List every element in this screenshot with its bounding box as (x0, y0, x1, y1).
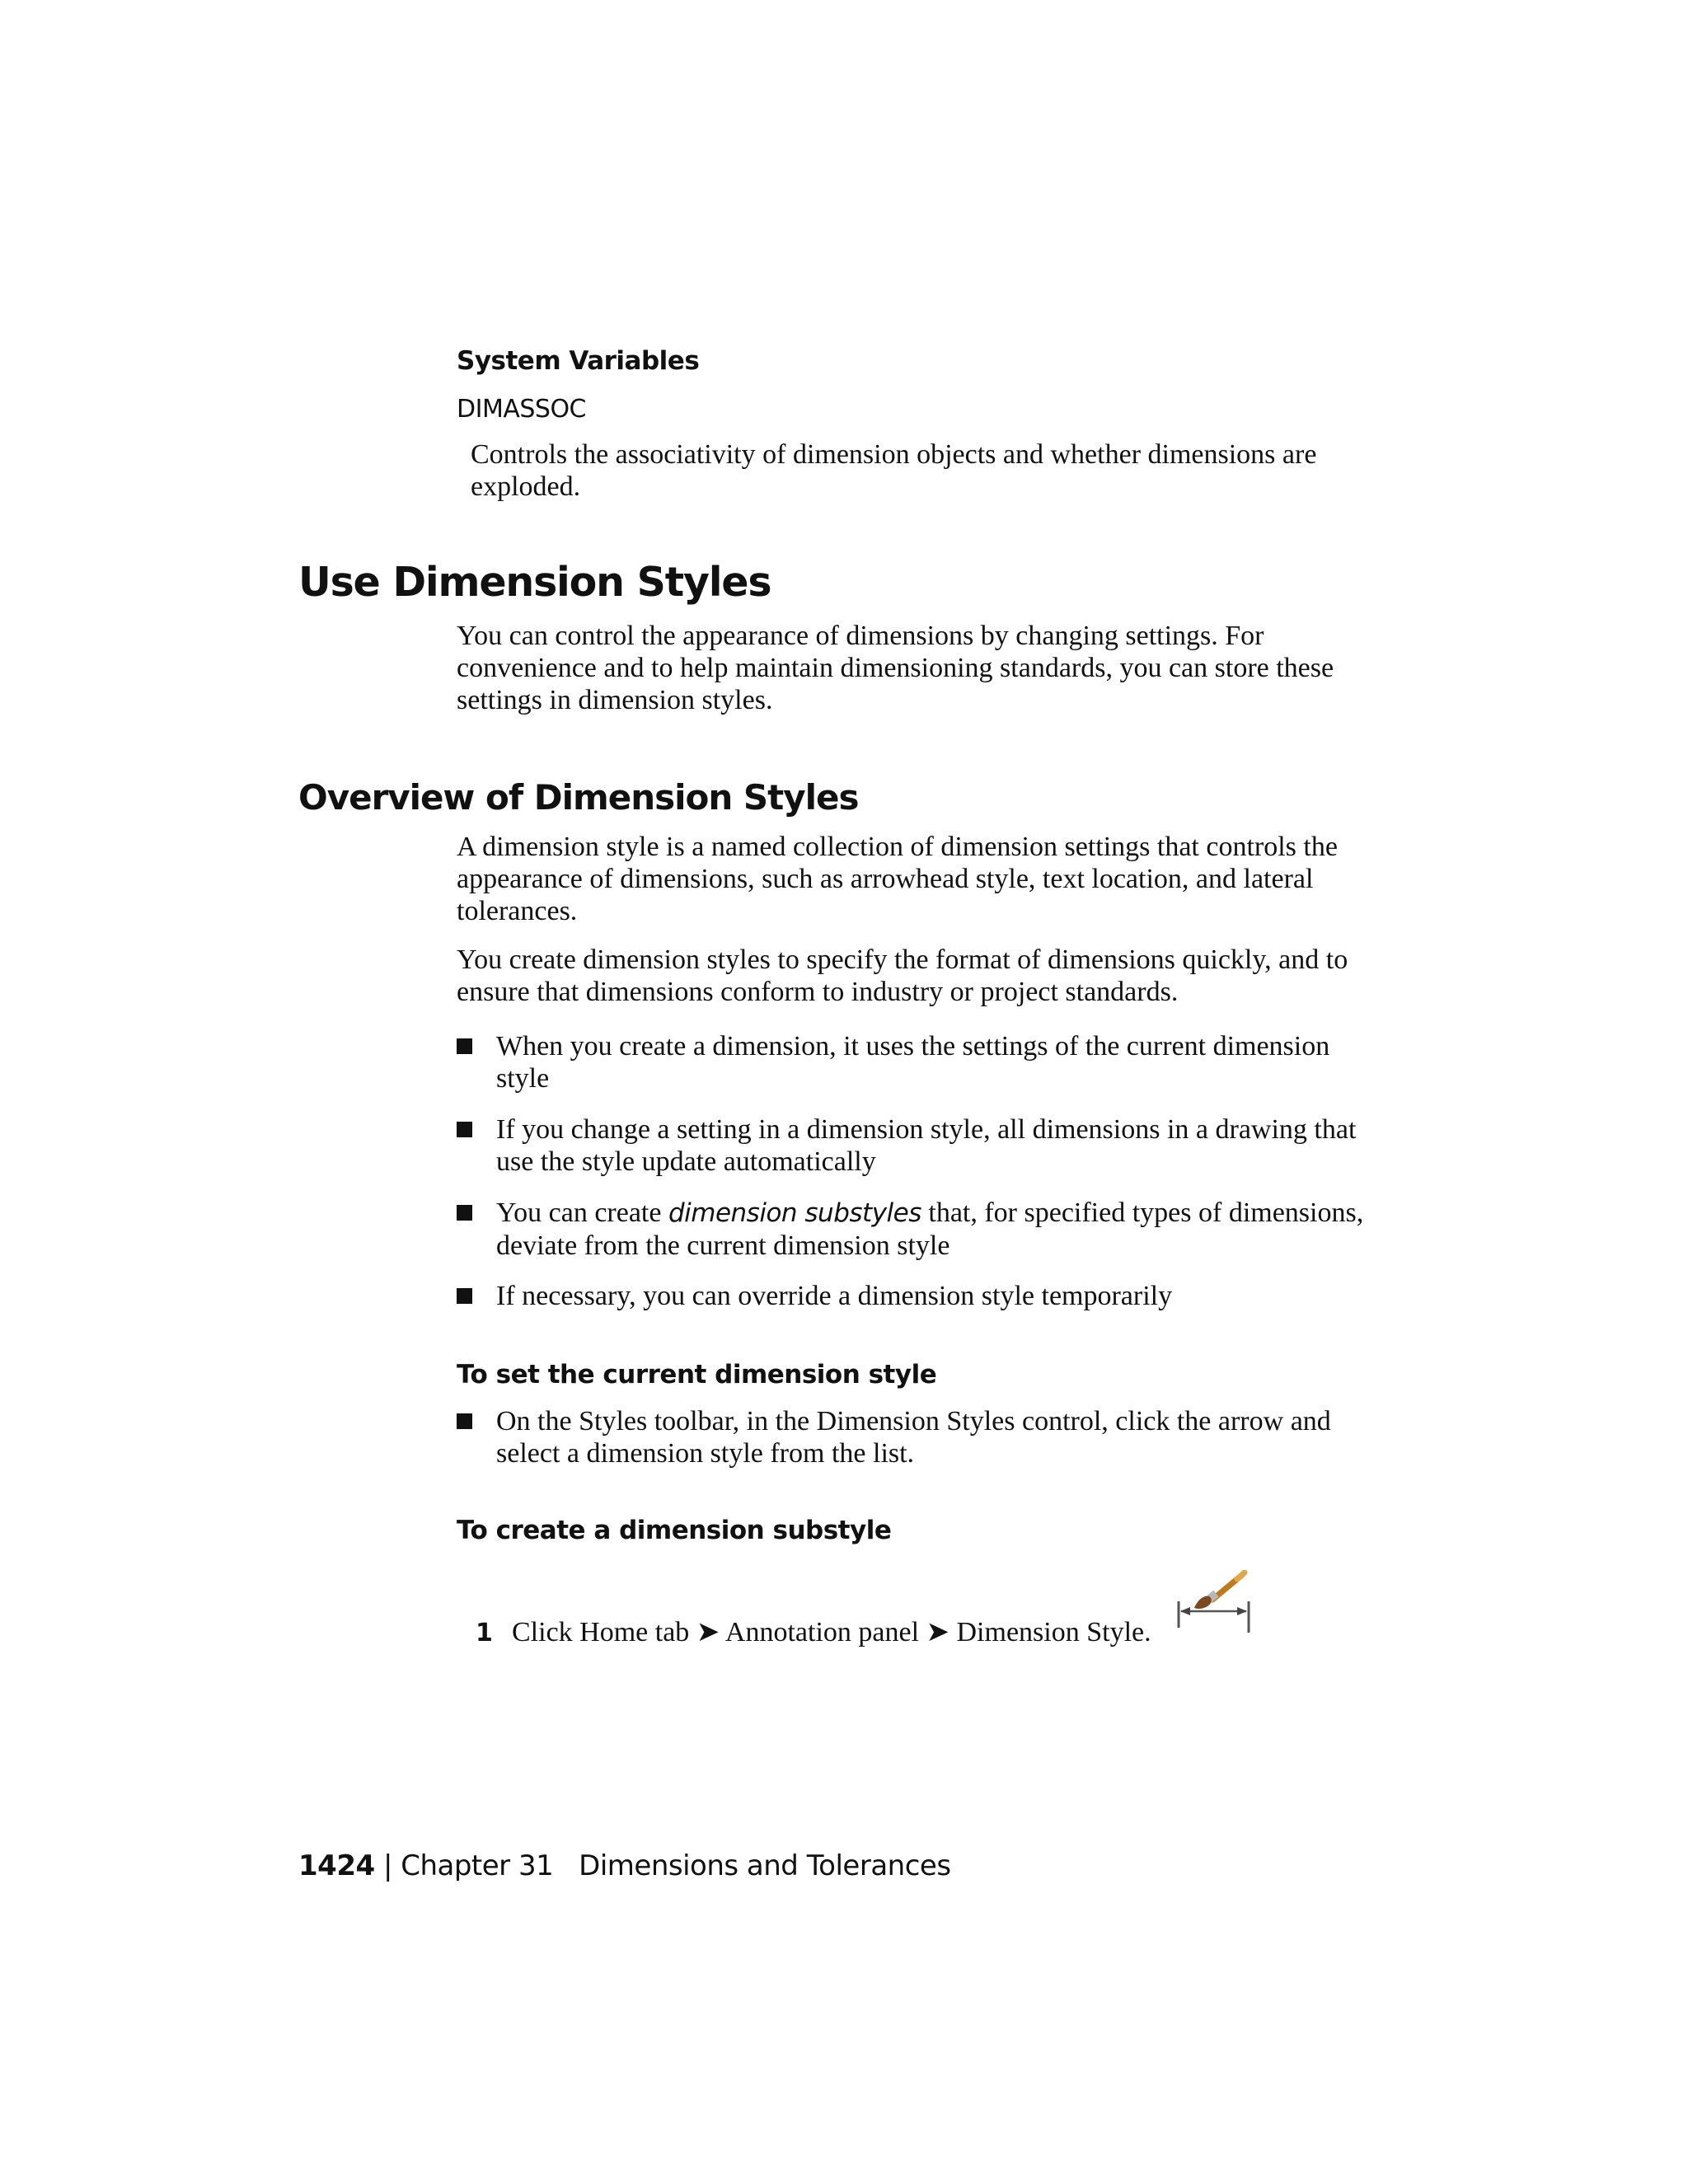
bullet-square-icon (457, 1288, 472, 1304)
system-variable-description: Controls the associativity of dimension objects and whether dimensions are exploded. (471, 439, 1317, 502)
bullet-square-icon (457, 1413, 472, 1429)
list-item-text-prefix: You can create (496, 1197, 668, 1228)
list-item-text: When you create a dimension, it uses the settings of the current dimension style (496, 1031, 1330, 1094)
footer-chapter: Chapter 31 (401, 1849, 554, 1882)
list-item-text-suffix: that, for specified types of dimensions, deviate from the current dimension style (496, 1197, 1364, 1261)
page-number: 1424 (298, 1849, 375, 1882)
system-variable-name: DIMASSOC (457, 395, 587, 424)
section-title-overview: Overview of Dimension Styles (298, 777, 859, 818)
dimension-style-icon (1176, 1570, 1252, 1638)
list-item-text: If you change a setting in a dimension style, all dimensions in a drawing that use the style update automatically (496, 1114, 1357, 1177)
footer-separator: | (374, 1849, 401, 1882)
procedure-step-text: On the Styles toolbar, in the Dimension Styles control, click the arrow and select a dimension style from the list. (496, 1406, 1331, 1469)
step-number: 1 (476, 1619, 493, 1647)
list-item (457, 1405, 1372, 1469)
list-item (457, 1030, 1372, 1094)
list-item-text: If necessary, you can override a dimension style temporarily (496, 1281, 1173, 1311)
overview-paragraph-1: A dimension style is a named collection of dimension settings that controls the appearance of dimensions, such as arrowhead style, text location, and lateral tolerances. (457, 832, 1338, 926)
list-item (457, 1113, 1372, 1178)
bullet-square-icon (457, 1205, 472, 1221)
step-text: Click Home tab ➤ Annotation panel ➤ Dimension Style. (512, 1617, 1151, 1647)
procedure-step (476, 1616, 1151, 1649)
list-item (457, 1280, 1372, 1312)
system-variables-heading: System Variables (457, 346, 700, 376)
bullet-square-icon (457, 1038, 472, 1054)
procedure-heading-set-current: To set the current dimension style (457, 1360, 937, 1390)
footer-spacer (553, 1849, 579, 1882)
list-item-text (496, 1197, 1372, 1262)
overview-paragraph-2: You create dimension styles to specify the format of dimensions quickly, and to ensure that dimensions conform to industry or project standards. (457, 944, 1348, 1007)
bullet-square-icon (457, 1122, 472, 1137)
term-dimension-substyles: dimension substyles (668, 1198, 921, 1228)
page-footer (298, 1849, 951, 1882)
procedure-heading-create-substyle: To create a dimension substyle (457, 1516, 892, 1545)
footer-chapter-title: Dimensions and Tolerances (579, 1849, 951, 1882)
list-item (457, 1197, 1372, 1262)
section-title-use-dimension-styles: Use Dimension Styles (298, 559, 771, 606)
use-dimension-styles-intro: You can control the appearance of dimensions by changing settings. For convenience and to help maintain dimensioning standards, you can store these settings in dimension styles. (457, 621, 1334, 715)
